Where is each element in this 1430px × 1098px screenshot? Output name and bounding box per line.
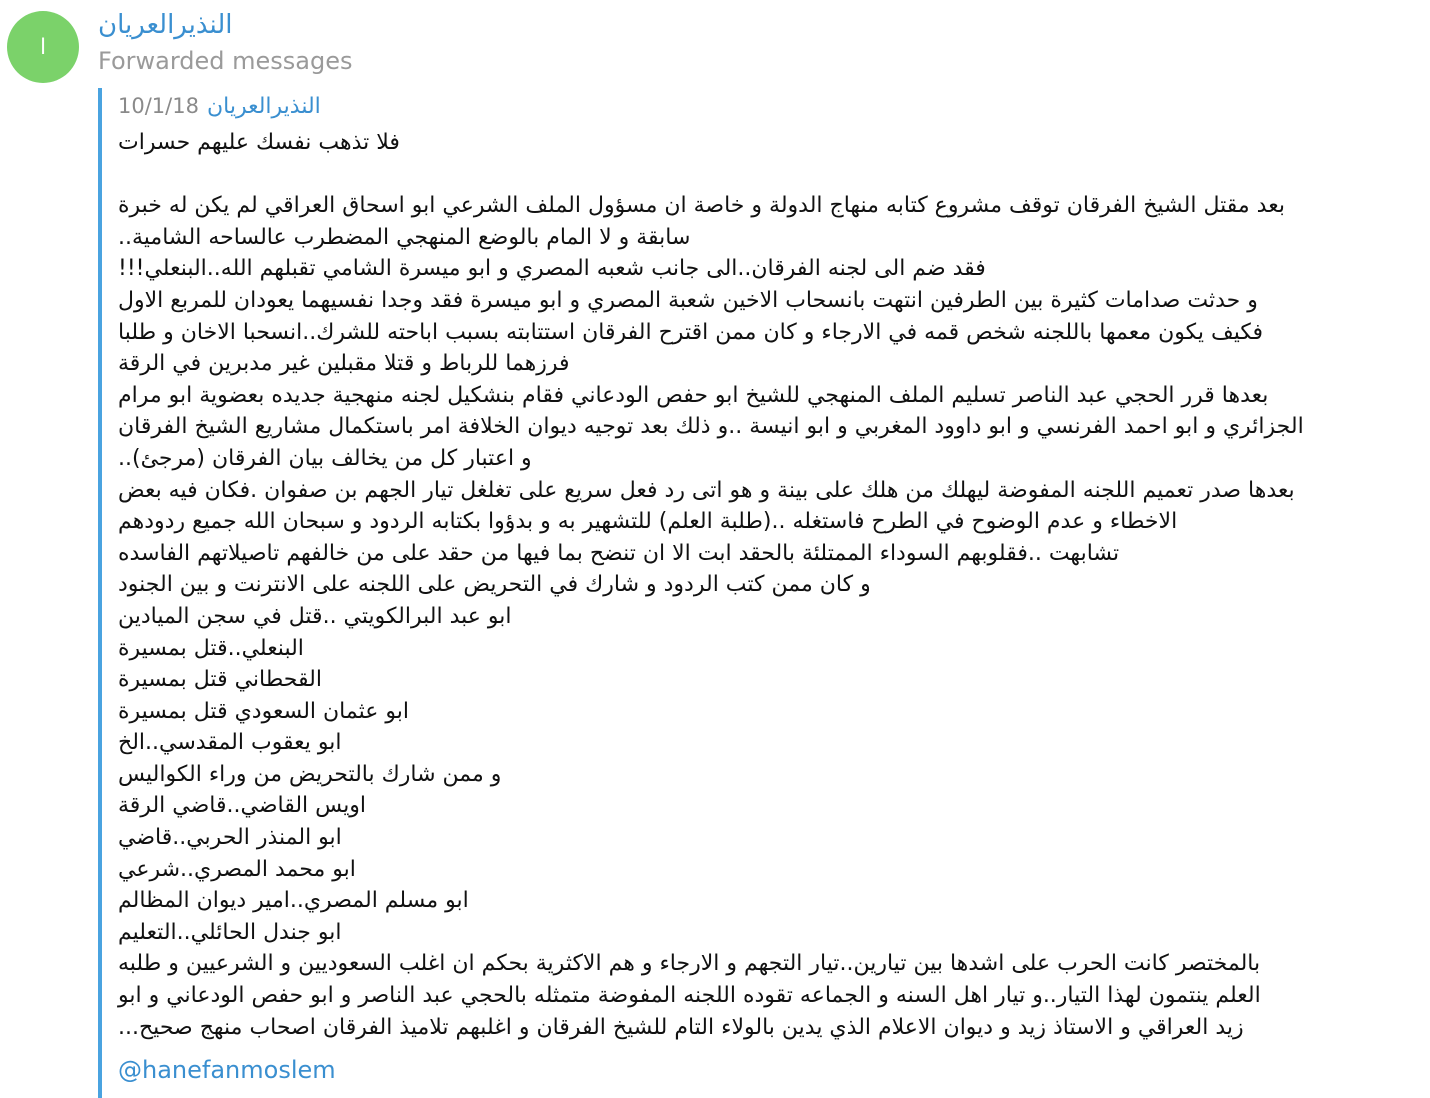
message-body <box>118 127 1408 1043</box>
message-line: ابو مسلم المصري..امير ديوان المظالم <box>118 888 469 914</box>
message-line: سابقة و لا المام بالوضع المنهجي المضطرب عالساحه الشامية.. <box>118 224 691 250</box>
message-line: البنعلي..قتل بمسيرة <box>118 635 304 661</box>
message-line: ابو المنذر الحربي..قاضي <box>118 825 342 851</box>
mention-link[interactable]: @hanefanmoslem <box>118 1056 336 1084</box>
message-line: بالمختصر كانت الحرب على اشدها بين تيارين..تيار التجهم و الارجاء و هم الاكثرية بحكم ان اغلب السعوديين و الشرعيين و طلبه <box>118 951 1261 977</box>
message-line: تشابهت ..فقلوبهم السوداء الممتلئة بالحقد ابت الا ان تنضح بما فيها من حقد على من خالفهم تاصيلاتهم الفاسده <box>118 540 1120 566</box>
forward-quote-bar <box>98 88 102 1098</box>
message-line: و اعتبار كل من يخالف بيان الفرقان (مرجئ).. <box>118 445 532 471</box>
message-line: و حدثت صدامات كثيرة بين الطرفين انتهت بانسحاب الاخين شعبة المصري و ابو ميسرة فقد وجدا نفسيهما يعودان للمربع الاول <box>118 287 1258 313</box>
message-line: و كان ممن كتب الردود و شارك في التحريض على اللجنه على الانترنت و بين الجنود <box>118 572 871 598</box>
message-line: فكيف يكون معمها باللجنه شخص قمه في الارجاء و كان ممن اقترح الفرقان استتابته بسبب اباحته للشرك..انسحبا الاخان و طلبا <box>118 319 1264 345</box>
forwarded-date: 10/1/18 <box>118 94 199 118</box>
message-line: زيد العراقي و الاستاذ زيد و ديوان الاعلام الذي يدين بالولاء التام للشيخ الفرقان و اغلبهم تلاميذ الفرقان اصحاب منهج صحيح... <box>118 1014 1244 1040</box>
forwarded-from-name[interactable]: النذيرالعريان <box>206 93 321 119</box>
message-line: الاخطاء و عدم الوضوح في الطرح فاستغله ..(طلبة العلم) للتشهير به و بدؤوا بكتابه الردود و سبحان الله جميع ردودهم <box>118 509 1178 535</box>
message-line: الجزائري و ابو احمد الفرنسي و ابو داوود المغربي و ابو انيسة ..و ذلك بعد توجيه ديوان الخلافة امر باستكمال مشاريع الشيخ الفرقان <box>118 414 1304 440</box>
message-line: العلم ينتمون لهذا التيار..و تيار اهل السنه و الجماعه تقوده اللجنه المفوضة متمثله بالحجي عبد الناصر و ابو حفص الودعاني و ابو <box>118 983 1261 1009</box>
avatar-letter: ا <box>39 34 47 60</box>
sender-name[interactable]: النذيرالعريان <box>98 10 233 40</box>
message-line: و ممن شارك بالتحريض من وراء الكواليس <box>118 761 502 787</box>
message-line: فرزهما للرباط و قتلا مقبلين غير مدبرين في الرقة <box>118 351 570 377</box>
forwarded-header <box>118 90 321 122</box>
message-line: ابو جندل الحائلي..التعليم <box>118 919 342 945</box>
message-line: اويس القاضي..قاضي الرقة <box>118 793 367 819</box>
message-line: ابو عبد البرالكويتي ..قتل في سجن الميادين <box>118 603 512 629</box>
message-line <box>118 159 1408 191</box>
message-line: فلا تذهب نفسك عليهم حسرات <box>118 130 400 155</box>
forwarded-subtitle: Forwarded messages <box>98 47 353 75</box>
message-line: بعدها قرر الحجي عبد الناصر تسليم الملف المنهجي للشيخ ابو حفص الودعاني فقام بنشكيل لجنه منهجية جديده بعضوية ابو مرام <box>118 382 1269 408</box>
message-line: ابو عثمان السعودي قتل بمسيرة <box>118 698 409 724</box>
message-line: بعد مقتل الشيخ الفرقان توقف مشروع كتابه منهاج الدولة و خاصة ان مسؤول الملف الشرعي ابو اسحاق العراقي لم يكن له خبرة <box>118 193 1285 219</box>
message-line: القحطاني قتل بمسيرة <box>118 667 322 693</box>
sender-avatar[interactable] <box>7 11 79 83</box>
message-line: ابو يعقوب المقدسي..الخ <box>118 730 342 756</box>
message-line: ابو محمد المصري..شرعي <box>118 856 356 882</box>
message-line: فقد ضم الى لجنه الفرقان..الى جانب شعبه المصري و ابو ميسرة الشامي تقبلهم الله..البنعلي!!! <box>118 256 986 282</box>
message-line: بعدها صدر تعميم اللجنه المفوضة ليهلك من هلك على بينة و هو اتى رد فعل سريع على تغلغل تيار الجهم بن صفوان .فكان فيه بعض <box>118 477 1295 503</box>
